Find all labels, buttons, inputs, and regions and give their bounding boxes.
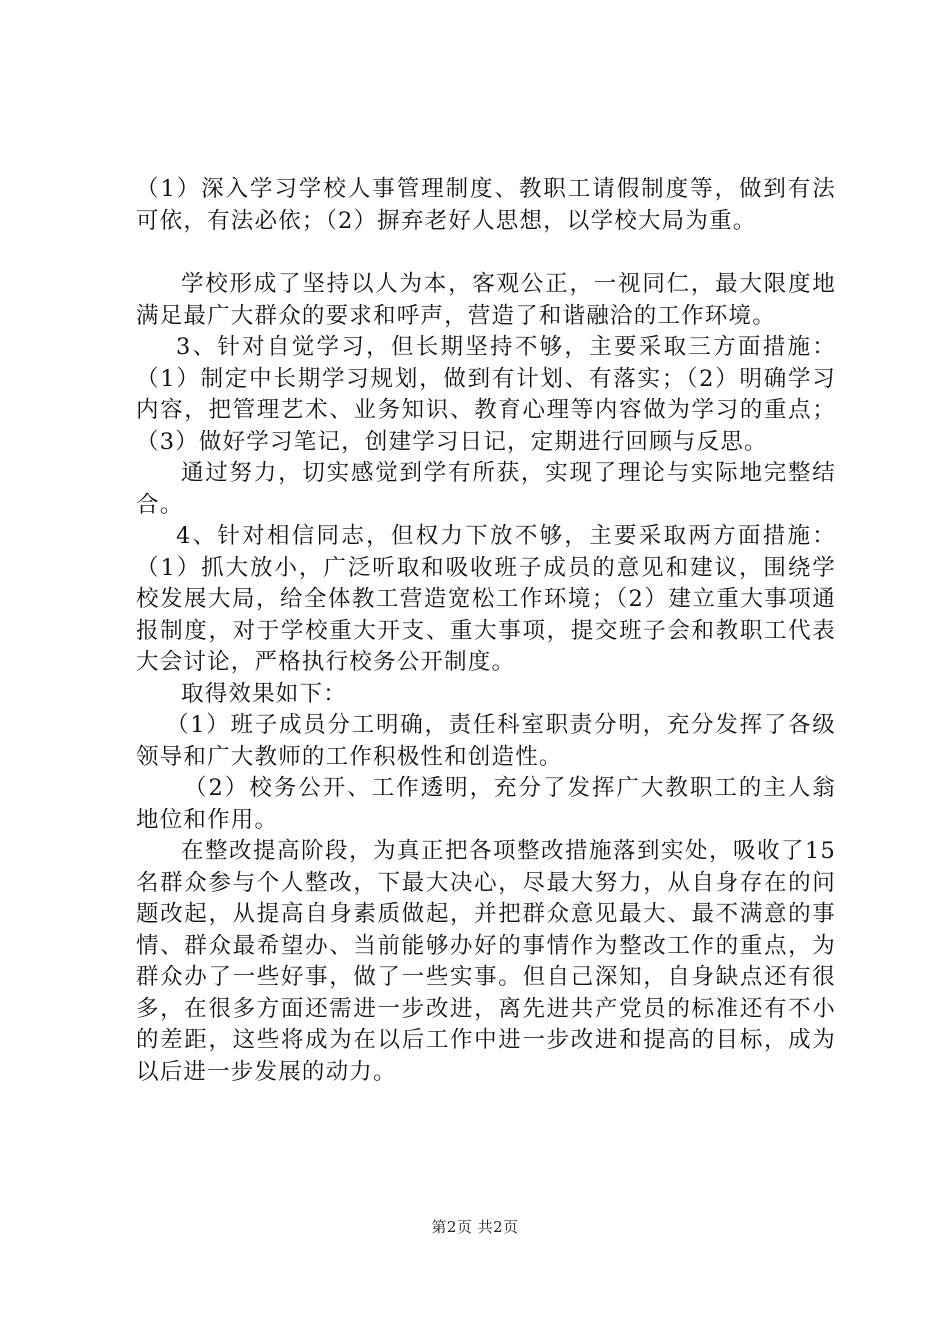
paragraph-results-heading: 取得效果如下：	[181, 680, 347, 707]
document-body	[136, 174, 836, 1088]
paragraph-result-1: （1）班子成员分工明确，责任科室职责分明，充分发挥了各级领导和广大教师的工作积极性和创造性。	[136, 712, 836, 770]
paragraph-learning-result: 通过努力，切实感觉到学有所获，实现了理论与实际地完整结合。	[136, 460, 836, 518]
paragraph-result-2: （2）校务公开、工作透明，充分了发挥广大教职工的主人翁地位和作用。	[136, 775, 836, 833]
paragraph-rectification-summary: 在整改提高阶段，为真正把各项整改措施落到实处，吸收了15名群众参与个人整改，下最大决心，尽最大努力，从自身存在的问题改起，从提高自身素质做起，并把群众意见最大、最不满意的事情、群众最希望办、当前能够办好的事情作为整改工作的重点，为群众办了一些好事，做了一些实事。但自己深知，自身缺点还有很多，在很多方面还需进一步改进，离先进共产党员的标准还有不小的差距，这些将成为在以后工作中进一步改进和提高的目标，成为以后进一步发展的动力。	[136, 838, 836, 1085]
paragraph-item-3-learning: 3、针对自觉学习，但长期坚持不够，主要采取三方面措施：（1）制定中长期学习规划，做到有计划、有落实；（2）明确学习内容，把管理艺术、业务知识、教育心理等内容做为学习的重点；（3）做好学习笔记，创建学习日记，定期进行回顾与反思。	[136, 334, 836, 455]
paragraph-measures-rules: （1）深入学习学校人事管理制度、教职工请假制度等，做到有法可依，有法必依；（2）摒弃老好人思想，以学校大局为重。	[136, 176, 836, 234]
paragraph-item-4-delegation: 4、针对相信同志，但权力下放不够，主要采取两方面措施：（1）抓大放小，广泛听取和吸收班子成员的意见和建议，围绕学校发展大局，给全体教工营造宽松工作环境；（2）建立重大事项通报制度，对于学校重大开支、重大事项，提交班子会和教职工代表大会讨论，严格执行校务公开制度。	[136, 523, 836, 675]
paragraph-gap	[136, 237, 836, 269]
page-number-footer: 第2页 共2页	[431, 1218, 519, 1236]
paragraph-school-environment: 学校形成了坚持以人为本，客观公正，一视同仁，最大限度地满足最广大群众的要求和呼声，营造了和谐融洽的工作环境。	[136, 271, 836, 329]
